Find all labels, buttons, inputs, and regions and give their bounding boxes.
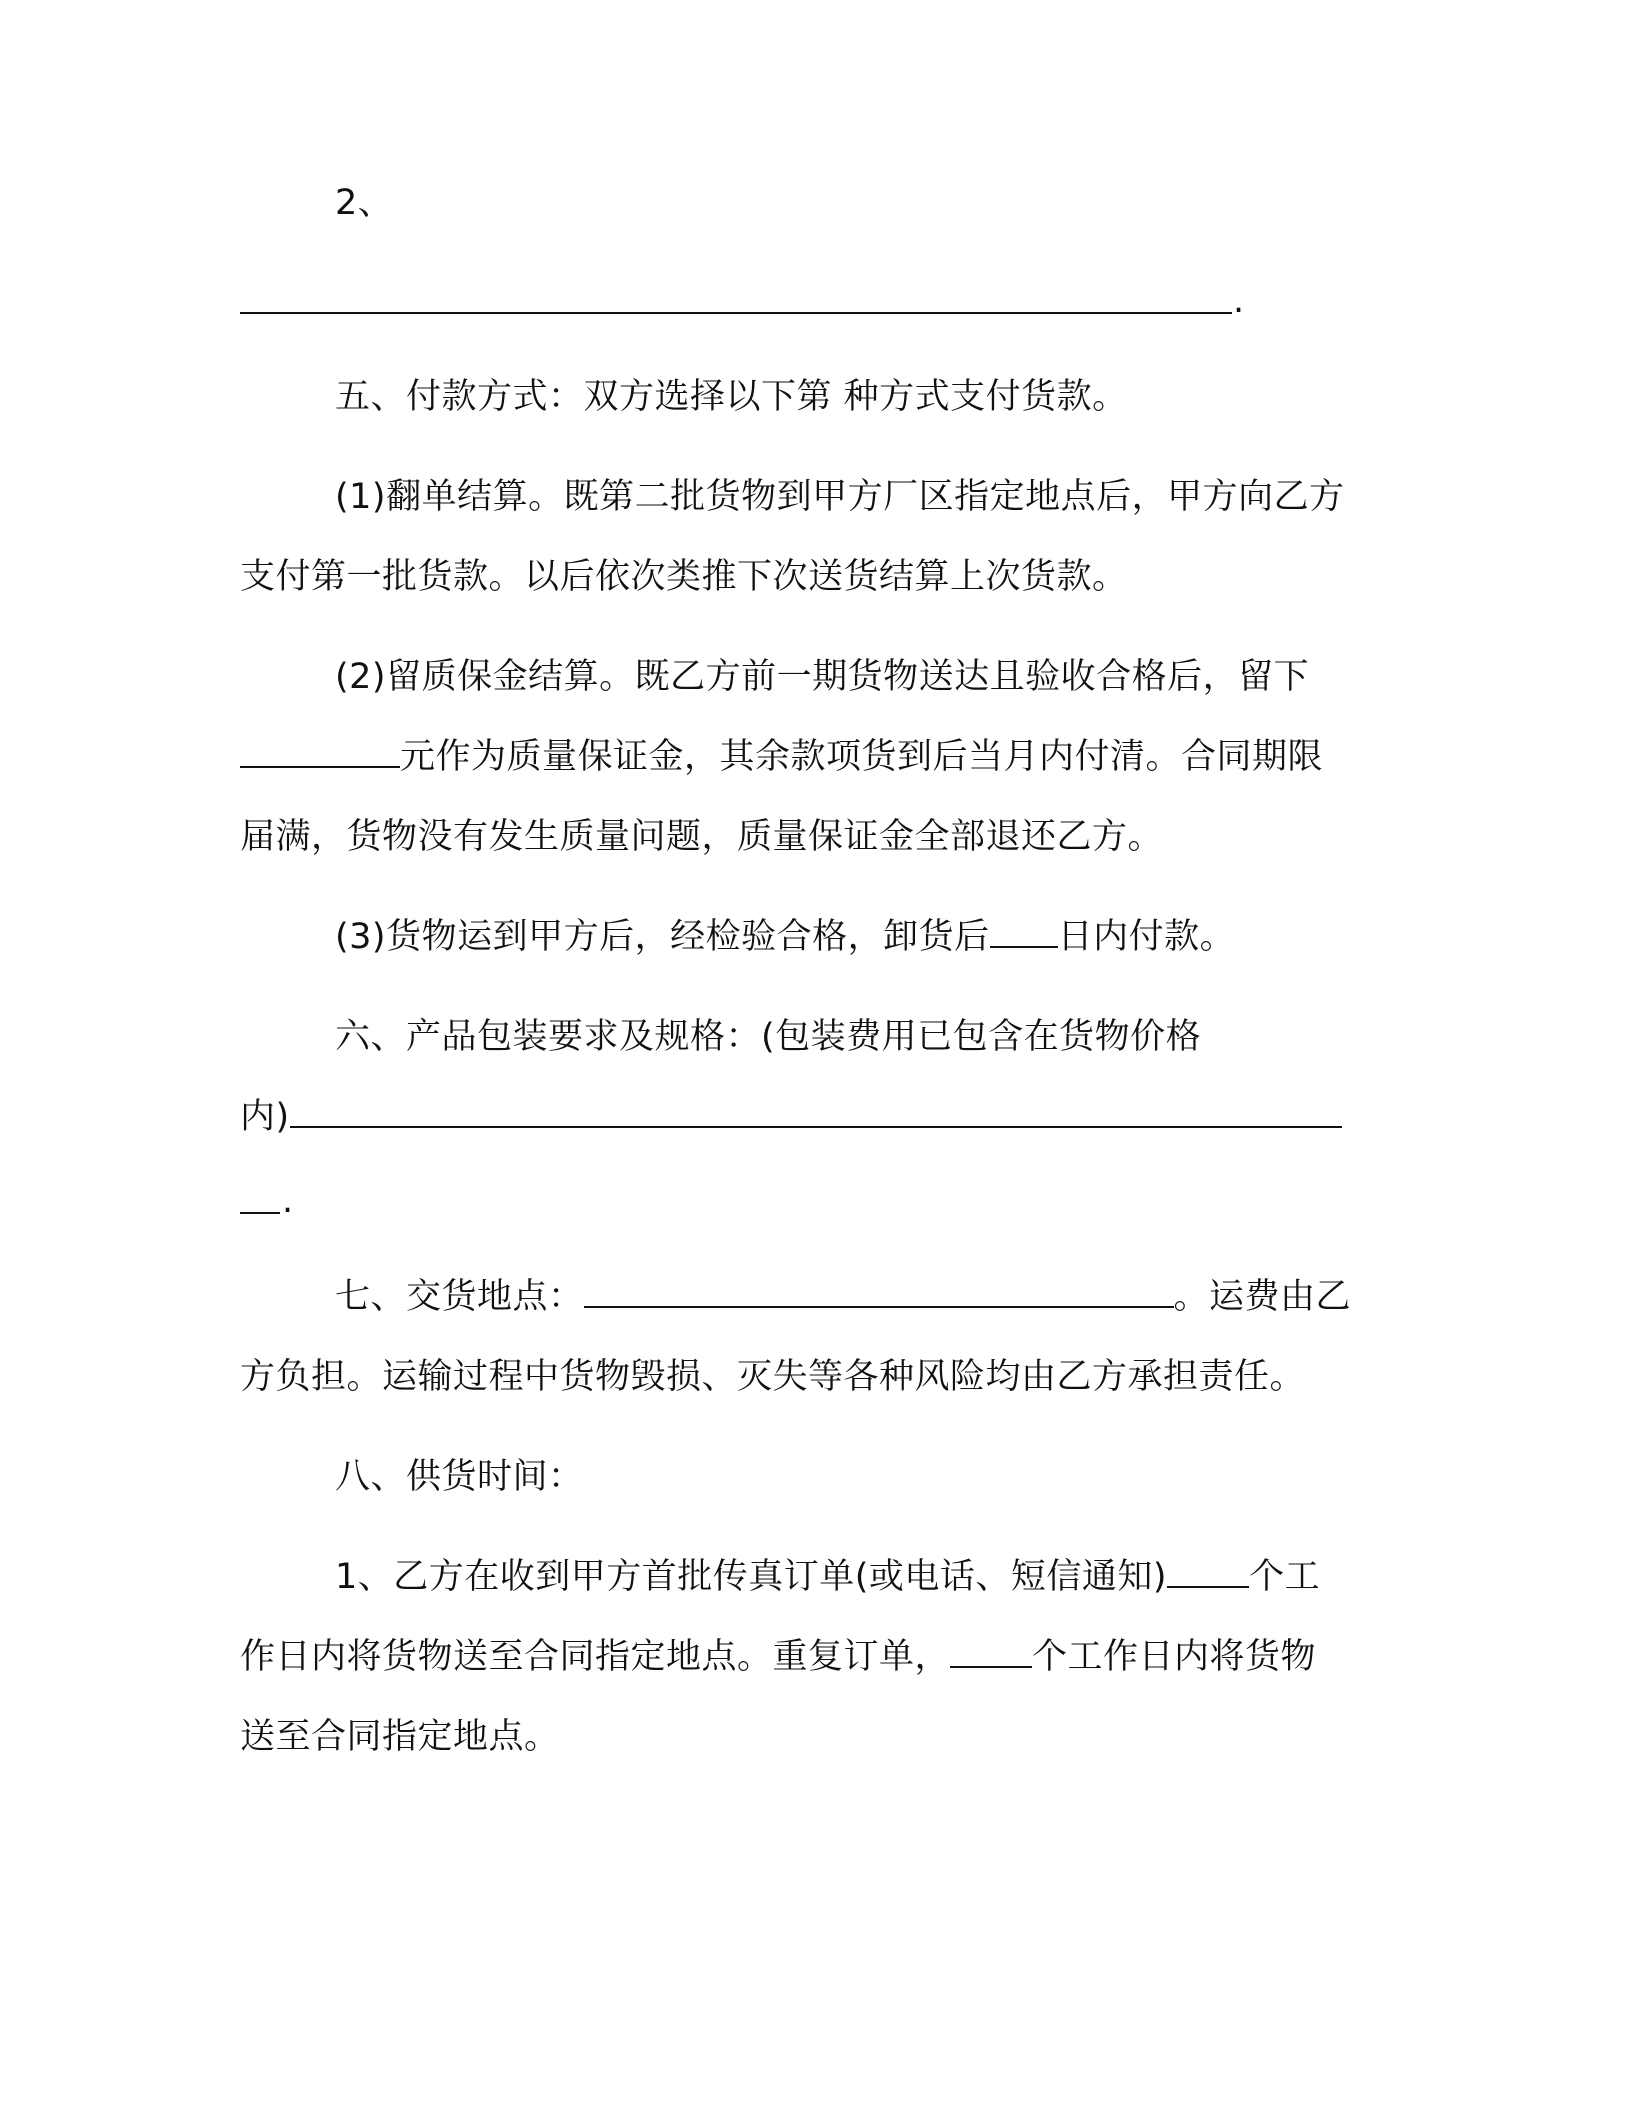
section-5-option-2-line-1: (2)留质保金结算。既乙方前一期货物送达且验收合格后，留下 (335, 657, 1310, 697)
section-5-option-3 (335, 912, 1235, 962)
section-6-period: . (282, 1181, 294, 1221)
section-8-item-1-line-2 (240, 1632, 1316, 1682)
section-5-title: 五、付款方式：双方选择以下第 种方式支付货款。 (335, 377, 1128, 417)
repeat-order-days-blank (950, 1636, 1032, 1668)
section-5-option-1-line-2: 支付第一批货款。以后依次类推下次送货结算上次货款。 (240, 557, 1128, 597)
section-7-line-1 (335, 1272, 1351, 1322)
section-8-item-1-line-3: 送至合同指定地点。 (240, 1717, 560, 1757)
section-5-option-1-line-1: (1)翻单结算。既第二批货物到甲方厂区指定地点后，甲方向乙方 (335, 477, 1345, 517)
section-6-line-2 (240, 1092, 1342, 1142)
delivery-location-blank (584, 1286, 1174, 1308)
section-6-line-1: 六、产品包装要求及规格：(包装费用已包含在货物价格 (335, 1017, 1202, 1057)
section-5-option-2-line-3: 届满，货物没有发生质量问题，质量保证金全部退还乙方。 (240, 817, 1164, 857)
item-2-blank-line (240, 312, 1232, 314)
document-page (240, 0, 1390, 2112)
section-5-option-2-line-2 (240, 732, 1323, 782)
section-7-text-b: 。运费由乙 (1173, 1277, 1352, 1317)
section-8-item-1-text-d: 个工作日内将货物 (1032, 1637, 1317, 1677)
section-8-title: 八、供货时间： (335, 1457, 584, 1497)
packaging-spec-blank (290, 1096, 1342, 1128)
first-order-days-blank (1167, 1556, 1249, 1588)
section-8-item-1-line-1 (335, 1552, 1320, 1602)
section-8-item-1-text-b: 个工 (1249, 1557, 1321, 1597)
item-2-period: . (1233, 281, 1245, 321)
section-5-option-3-text-a: (3)货物运到甲方后，经检验合格，卸货后 (335, 917, 990, 957)
section-5-option-3-text-b: 日内付款。 (1057, 917, 1236, 957)
item-2-label: 2、 (335, 183, 394, 223)
section-5-option-2-line-2-text: 元作为质量保证金，其余款项货到后当月内付清。合同期限 (400, 737, 1324, 777)
packaging-spec-blank-continued (240, 1212, 280, 1214)
deposit-amount-blank (240, 736, 400, 768)
section-7-text-a: 七、交货地点： (335, 1277, 584, 1317)
section-7-line-2: 方负担。运输过程中货物毁损、灭失等各种风险均由乙方承担责任。 (240, 1357, 1306, 1397)
section-8-item-1-text-a: 1、乙方在收到甲方首批传真订单(或电话、短信通知) (335, 1557, 1168, 1597)
section-6-line-2-text: 内) (240, 1097, 290, 1137)
section-8-item-1-text-c: 作日内将货物送至合同指定地点。重复订单， (240, 1637, 951, 1677)
payment-days-blank (990, 926, 1058, 948)
